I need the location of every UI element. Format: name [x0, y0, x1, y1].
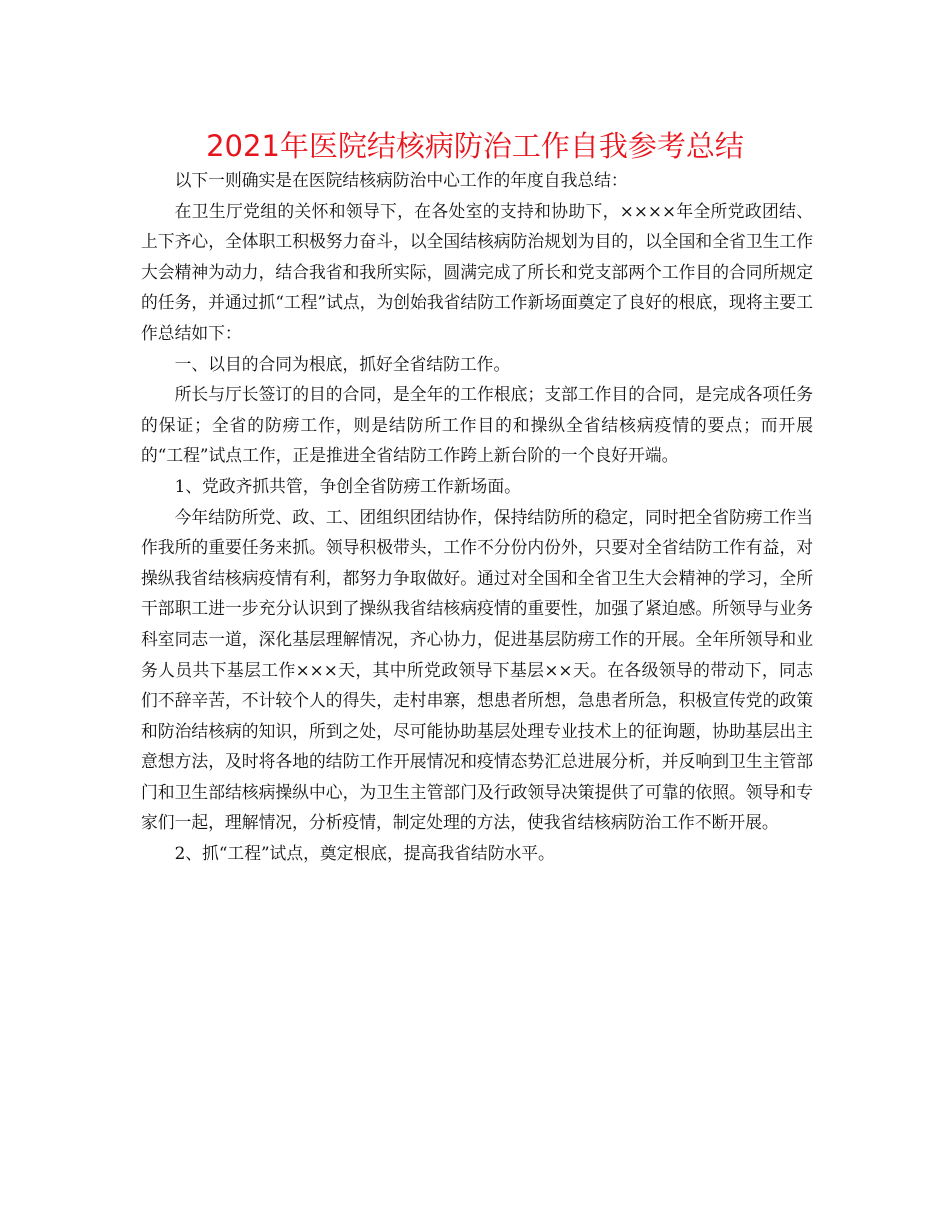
paragraph-intro: 以下一则确实是在医院结核病防治中心工作的年度自我总结： [174, 170, 628, 190]
section-heading-1: 一、以目的合同为根底，抓好全省结防工作。 [174, 353, 511, 374]
subsection-heading-2: 2、抓“工程”试点，奠定根底，提高我省结防水平。 [174, 843, 555, 864]
document-body [141, 165, 813, 869]
paragraph-overview: 在卫生厅党组的关怀和领导下，在各处室的支持和协助下，××××年全所党政团结、上下齐心，全体职工积极努力奋斗，以全国结核病防治规划为目的，以全国和全省卫生工作大会精神为动力，结合我省和我所实际，圆满完成了所长和党支部两个工作目的合同所规定的任务，并通过抓“工程”试点，为创始我省结防工作新场面奠定了良好的根底，现将主要工作总结如下： [141, 200, 813, 343]
paragraph-leadership: 今年结防所党、政、工、团组织团结协作，保持结防所的稳定，同时把全省防痨工作当作我所的重要任务来抓。领导积极带头，工作不分份内份外，只要对全省结防工作有益，对操纵我省结核病疫情有利，都努力争取做好。通过对全国和全省卫生大会精神的学习，全所干部职工进一步充分认识到了操纵我省结核病疫情的重要性，加强了紧迫感。所领导与业务科室同志一道，深化基层理解情况，齐心协力，促进基层防痨工作的开展。全年所领导和业务人员共下基层工作×××天，其中所党政领导下基层××天。在各级领导的带动下，同志们不辞辛苦，不计较个人的得失，走村串寨，想患者所想，急患者所急，积极宣传党的政策和防治结核病的知识，所到之处，尽可能协助基层处理专业技术上的征询题，协助基层出主意想方法，及时将各地的结防工作开展情况和疫情态势汇总进展分析，并反响到卫生主管部门和卫生部结核病操纵中心，为卫生主管部门及行政领导决策提供了可靠的依照。领导和专家们一起，理解情况，分析疫情，制定处理的方法，使我省结核病防治工作不断开展。 [141, 506, 813, 833]
subsection-heading-1: 1、党政齐抓共管，争创全省防痨工作新场面。 [174, 475, 521, 496]
document-title: 2021年医院结核病防治工作自我参考总结 [206, 129, 744, 163]
paragraph-contracts: 所长与厅长签订的目的合同，是全年的工作根底；支部工作目的合同，是完成各项任务的保证；全省的防痨工作，则是结防所工作目的和操纵全省结核病疫情的要点；而开展的“工程”试点工作，正是推进全省结防工作跨上新台阶的一个良好开端。 [141, 384, 813, 466]
